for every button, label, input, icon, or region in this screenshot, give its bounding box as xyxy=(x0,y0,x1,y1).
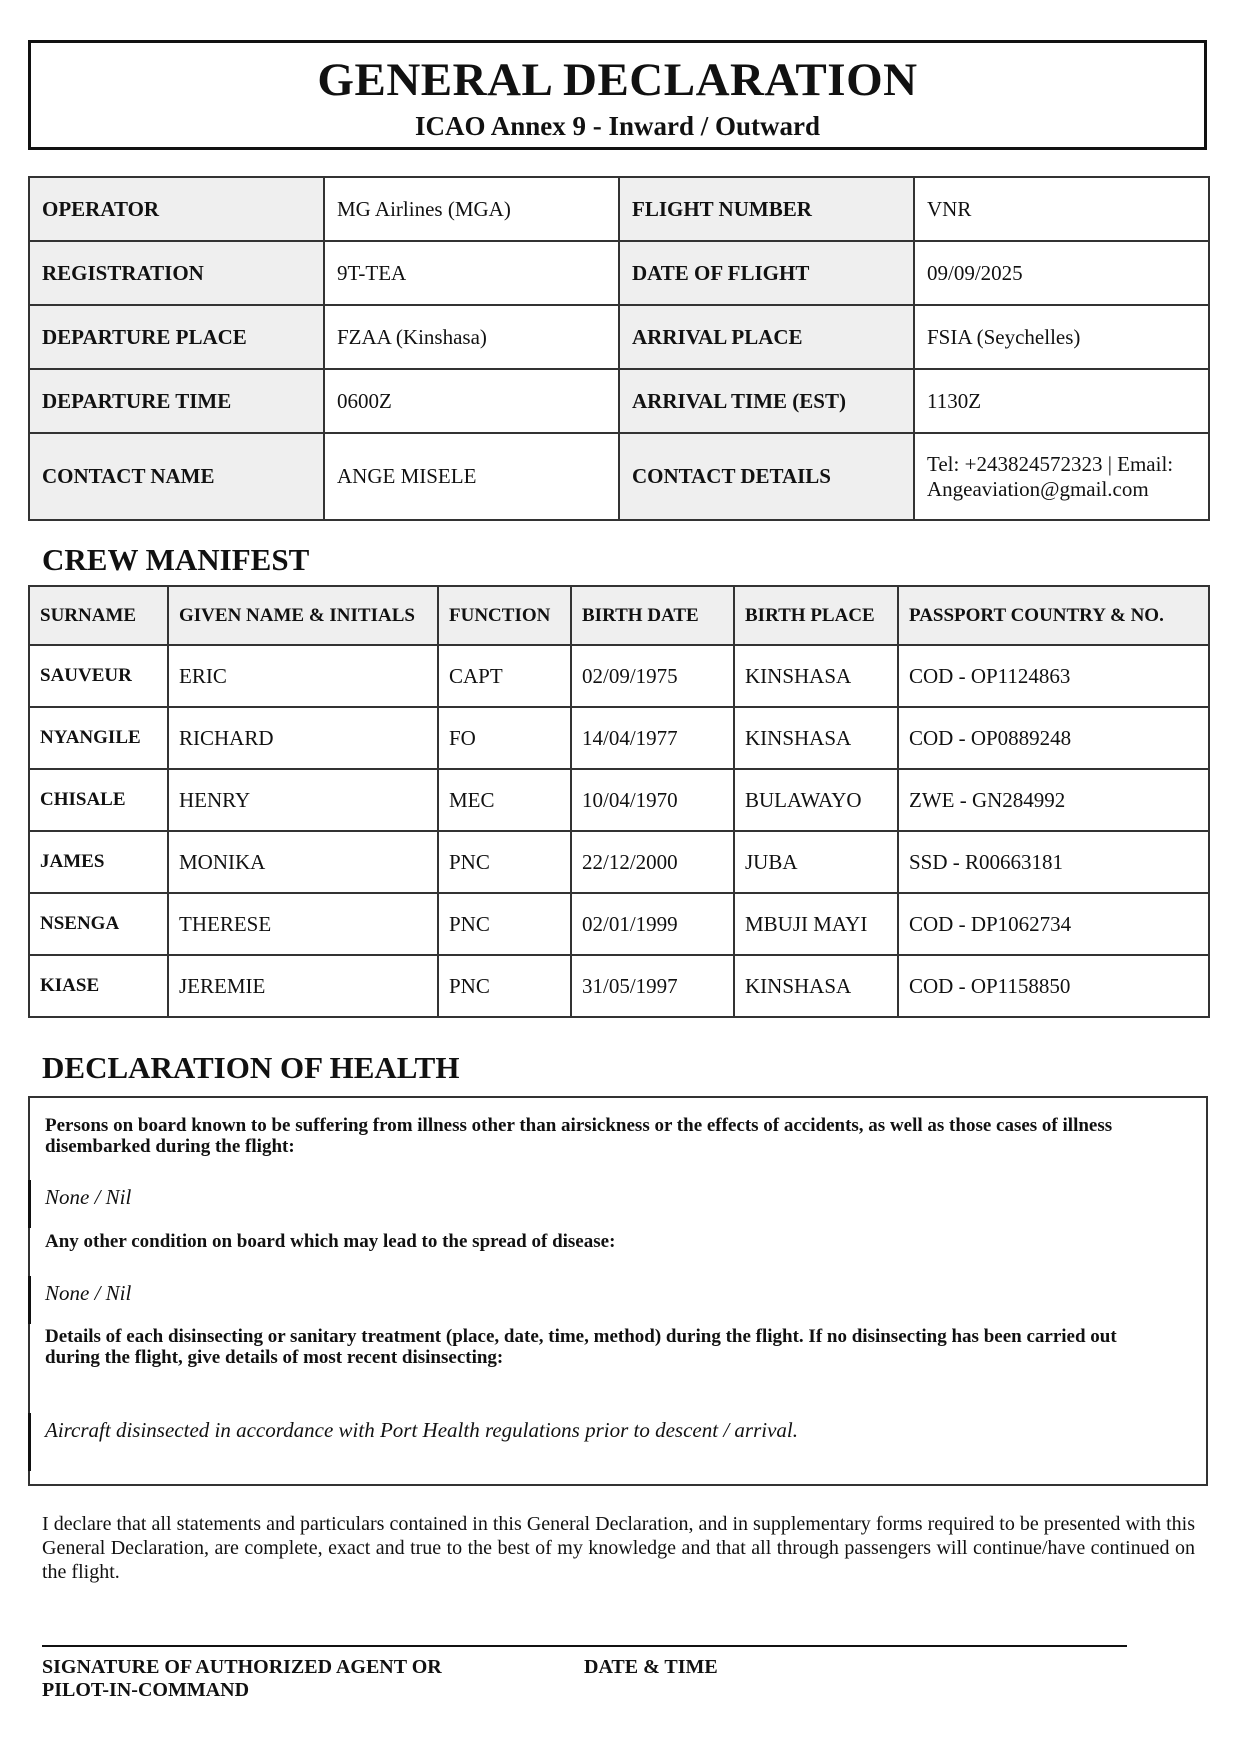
flight-info-table xyxy=(28,176,1210,521)
surname-cell: KIASE xyxy=(29,955,168,1017)
surname-cell: SAUVEUR xyxy=(29,645,168,707)
operator-value: MG Airlines (MGA) xyxy=(324,177,619,241)
birth-place-cell: KINSHASA xyxy=(734,707,898,769)
flight-info-row xyxy=(29,305,1209,369)
passport-cell: COD - DP1062734 xyxy=(898,893,1209,955)
given-name-cell: HENRY xyxy=(168,769,438,831)
crew-row xyxy=(29,831,1209,893)
contact-name-value: ANGE MISELE xyxy=(324,433,619,520)
crew-header-row xyxy=(29,586,1209,645)
passport-cell: SSD - R00663181 xyxy=(898,831,1209,893)
surname-cell: JAMES xyxy=(29,831,168,893)
title-box xyxy=(28,40,1207,150)
passport-cell: COD - OP1158850 xyxy=(898,955,1209,1017)
registration-value: 9T-TEA xyxy=(324,241,619,305)
flight-number-label: FLIGHT NUMBER xyxy=(619,177,914,241)
function-cell: MEC xyxy=(438,769,571,831)
column-header-function: FUNCTION xyxy=(438,586,571,645)
date-of-flight-value: 09/09/2025 xyxy=(914,241,1209,305)
document-subtitle: ICAO Annex 9 - Inward / Outward xyxy=(414,111,821,141)
registration-label: REGISTRATION xyxy=(29,241,324,305)
answer-marker xyxy=(28,1276,31,1324)
crew-row xyxy=(29,645,1209,707)
given-name-cell: JEREMIE xyxy=(168,955,438,1017)
birth-date-cell: 02/09/1975 xyxy=(571,645,734,707)
departure-place-value: FZAA (Kinshasa) xyxy=(324,305,619,369)
surname-cell: NYANGILE xyxy=(29,707,168,769)
passport-cell: ZWE - GN284992 xyxy=(898,769,1209,831)
birth-place-cell: KINSHASA xyxy=(734,955,898,1017)
flight-number-value: VNR xyxy=(914,177,1209,241)
operator-label: OPERATOR xyxy=(29,177,324,241)
function-cell: PNC xyxy=(438,955,571,1017)
given-name-cell: RICHARD xyxy=(168,707,438,769)
surname-cell: CHISALE xyxy=(29,769,168,831)
function-cell: FO xyxy=(438,707,571,769)
flight-info-row xyxy=(29,369,1209,433)
contact-name-label: CONTACT NAME xyxy=(29,433,324,520)
signature-label: SIGNATURE OF AUTHORIZED AGENT OR PILOT-IN-COMMAND xyxy=(42,1656,442,1701)
given-name-cell: MONIKA xyxy=(168,831,438,893)
birth-place-cell: BULAWAYO xyxy=(734,769,898,831)
illness-question: Persons on board known to be suffering from illness other than airsickness or the effects of accidents, as well as those cases of illness disembarked during the flight: xyxy=(45,1115,1113,1157)
crew-row xyxy=(29,893,1209,955)
signature-line xyxy=(42,1645,1127,1647)
birth-date-cell: 02/01/1999 xyxy=(571,893,734,955)
function-cell: CAPT xyxy=(438,645,571,707)
health-heading: DECLARATION OF HEALTH xyxy=(42,1050,460,1085)
birth-date-cell: 14/04/1977 xyxy=(571,707,734,769)
column-header-birth-date: BIRTH DATE xyxy=(571,586,734,645)
given-name-cell: THERESE xyxy=(168,893,438,955)
birth-place-cell: MBUJI MAYI xyxy=(734,893,898,955)
passport-cell: COD - OP0889248 xyxy=(898,707,1209,769)
birth-place-cell: KINSHASA xyxy=(734,645,898,707)
declaration-statement: I declare that all statements and particulars contained in this General Declaration, and in supplementary forms required to be presented with this General Declaration, are complete, exact and true to the best of my knowledge and that all through passengers will continue/have continued on the flight. xyxy=(42,1513,1195,1583)
crew-row xyxy=(29,707,1209,769)
arrival-place-label: ARRIVAL PLACE xyxy=(619,305,914,369)
departure-place-label: DEPARTURE PLACE xyxy=(29,305,324,369)
crew-manifest-heading: CREW MANIFEST xyxy=(42,542,310,577)
column-header-given-name: GIVEN NAME & INITIALS xyxy=(168,586,438,645)
departure-time-value: 0600Z xyxy=(324,369,619,433)
column-header-birth-place: BIRTH PLACE xyxy=(734,586,898,645)
departure-time-label: DEPARTURE TIME xyxy=(29,369,324,433)
arrival-time-label: ARRIVAL TIME (EST) xyxy=(619,369,914,433)
function-cell: PNC xyxy=(438,893,571,955)
answer-marker xyxy=(28,1413,31,1471)
answer-marker xyxy=(28,1180,31,1228)
disinsecting-answer: Aircraft disinsected in accordance with Port Health regulations prior to descent / arrival. xyxy=(45,1418,798,1442)
date-of-flight-label: DATE OF FLIGHT xyxy=(619,241,914,305)
flight-info-row xyxy=(29,433,1209,520)
date-time-label: DATE & TIME xyxy=(584,1656,718,1678)
function-cell: PNC xyxy=(438,831,571,893)
given-name-cell: ERIC xyxy=(168,645,438,707)
crew-row xyxy=(29,769,1209,831)
flight-info-row xyxy=(29,241,1209,305)
column-header-passport: PASSPORT COUNTRY & NO. xyxy=(898,586,1209,645)
crew-manifest-table xyxy=(28,585,1210,1018)
column-header-surname: SURNAME xyxy=(29,586,168,645)
health-declaration-box xyxy=(28,1096,1208,1486)
disease-question: Any other condition on board which may lead to the spread of disease: xyxy=(45,1231,616,1252)
surname-cell: NSENGA xyxy=(29,893,168,955)
crew-row xyxy=(29,955,1209,1017)
birth-date-cell: 10/04/1970 xyxy=(571,769,734,831)
arrival-place-value: FSIA (Seychelles) xyxy=(914,305,1209,369)
crew-table-body xyxy=(29,645,1209,1017)
birth-date-cell: 22/12/2000 xyxy=(571,831,734,893)
arrival-time-value: 1130Z xyxy=(914,369,1209,433)
disease-answer: None / Nil xyxy=(45,1281,132,1305)
disinsecting-question: Details of each disinsecting or sanitary treatment (place, date, time, method) during the flight. If no disinsecting has been carried out during the flight, give details of most recent disinsecting: xyxy=(45,1326,1117,1368)
document-title: GENERAL DECLARATION xyxy=(317,54,918,106)
contact-details-value: Tel: +243824572323 | Email: Angeaviation@gmail.com xyxy=(914,433,1209,520)
flight-info-row xyxy=(29,177,1209,241)
illness-answer: None / Nil xyxy=(45,1185,132,1209)
contact-details-label: CONTACT DETAILS xyxy=(619,433,914,520)
birth-date-cell: 31/05/1997 xyxy=(571,955,734,1017)
passport-cell: COD - OP1124863 xyxy=(898,645,1209,707)
birth-place-cell: JUBA xyxy=(734,831,898,893)
